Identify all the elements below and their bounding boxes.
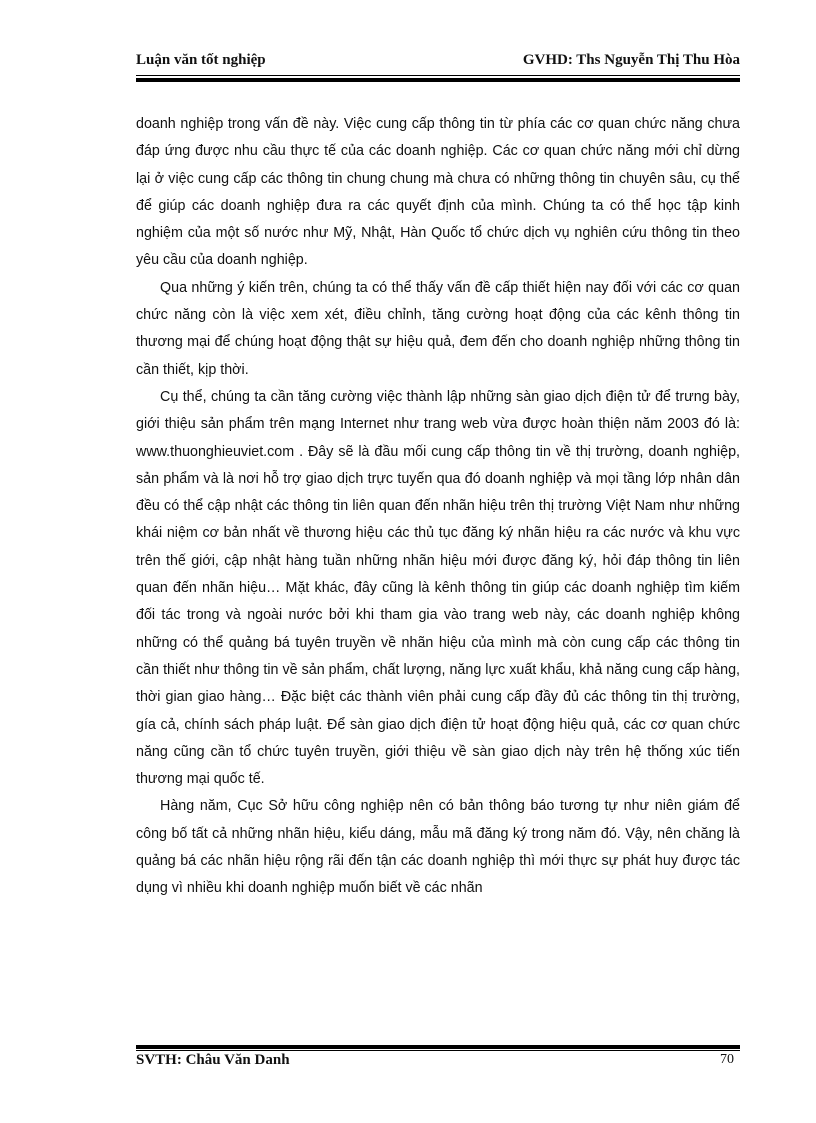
page-number: 70 — [720, 1052, 734, 1067]
paragraph-1: doanh nghiệp trong vấn đề này. Việc cung cấp thông tin từ phía các cơ quan chức năng chưa đáp ứng được nhu cầu thực tế của các doanh nghiệp. Các cơ quan chức năng mới chỉ dừng lại ở việc cung cấp các thông tin chung chung mà chưa có những thông tin chuyên sâu, cụ thể để giúp các doanh nghiệp đưa ra các quyết định của mình. Chúng ta có thể học tập kinh nghiệm của một số nước như Mỹ, Nhật, Hàn Quốc tổ chức dịch vụ nghiên cứu thông tin theo yêu cầu của doanh nghiệp. — [136, 116, 740, 269]
header-thesis-title: Luận văn tốt nghiệp — [136, 52, 266, 68]
paragraph-3: Cụ thể, chúng ta cần tăng cường việc thành lập những sàn giao dịch điện tử để trưng bày, giới thiệu sản phẩm trên mạng Internet như trang web vừa được hoàn thiện năm 2003 đó là: www.thuonghieuviet.com . Đây sẽ là đầu mối cung cấp thông tin về thị trường, doanh nghiệp, sản phẩm và là nơi hỗ trợ giao dịch trực tuyến qua đó doanh nghiệp và mọi tầng lớp nhân dân đều có thể cập nhật các thông tin liên quan đến nhãn hiệu trên thị trường Việt Nam như những khái niệm cơ bản nhất về thương hiệu các thủ tục đăng ký nhãn hiệu ra các nước và khu vực trên thế giới, cập nhật hàng tuần những nhãn hiệu mới được đăng ký, hỏi đáp thông tin liên quan đến nhãn hiệu… Mặt khác, đây cũng là kênh thông tin giúp các doanh nghiệp tìm kiếm đối tác trong và ngoài nước bởi khi tham gia vào trang web này, các doanh nghiệp không những có thể quảng bá tuyên truyền về nhãn hiệu của mình mà còn cung cấp các thông tin cần thiết như thông tin về sản phẩm, chất lượng, năng lực xuất khẩu, khả năng cung cấp hàng, thời gian giao hàng… Đặc biệt các thành viên phải cung cấp đầy đủ các thông tin thị trường, gía cả, chính sách pháp luật. Để sàn giao dịch điện tử hoạt động hiệu quả, các cơ quan chức năng cũng cần tổ chức tuyên truyền, giới thiệu về sàn giao dịch này trên hệ thống xúc tiến thương mại quốc tế. — [136, 388, 740, 788]
page-header — [136, 52, 740, 74]
header-rule-thin — [136, 75, 740, 76]
page-footer — [136, 1052, 740, 1074]
footer-student: SVTH: Châu Văn Danh — [136, 1052, 290, 1068]
footer-rule-thin — [136, 1050, 740, 1051]
footer-rule-thick — [136, 1045, 740, 1049]
header-rule-thick — [136, 78, 740, 82]
page-body — [136, 111, 740, 903]
paragraph-4: Hàng năm, Cục Sở hữu công nghiệp nên có bản thông báo tương tự như niên giám để công bố tất cả những nhãn hiệu, kiểu dáng, mẫu mã đăng ký trong năm đó. Vậy, nên chăng là quảng bá các nhãn hiệu rộng rãi đến tận các doanh nghiệp thì mới thực sự phát huy được tác dụng vì nhiều khi doanh nghiệp muốn biết về các nhãn — [136, 798, 740, 897]
header-supervisor: GVHD: Ths Nguyễn Thị Thu Hòa — [522, 52, 740, 68]
paragraph-2: Qua những ý kiến trên, chúng ta có thể thấy vấn đề cấp thiết hiện nay đối với các cơ quan chức năng còn là việc xem xét, điều chỉnh, tăng cường hoạt động của các kênh thông tin thương mại để chúng hoạt động thật sự hiệu quả, đem đến cho doanh nghiệp những thông tin cần thiết, kịp thời. — [136, 279, 740, 378]
